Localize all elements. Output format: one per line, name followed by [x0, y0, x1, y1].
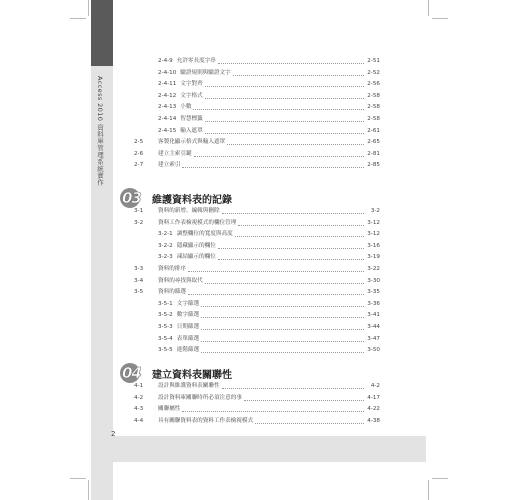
page-ref: 4-17	[367, 394, 380, 401]
entry-title: 隱藏顯示的欄位	[176, 242, 216, 249]
entry-title: 調整欄位的寬度與高度	[176, 231, 233, 238]
subsection-number: 2-4-15	[158, 127, 177, 134]
entry-title: 凍結顯示的欄位	[176, 254, 216, 261]
toc-entry	[0, 335, 520, 344]
chapter-number: 04	[122, 364, 141, 382]
entry-title-group	[158, 103, 191, 112]
page-ref: 2-51	[367, 58, 380, 64]
entry-title-group	[158, 382, 220, 391]
page-ref: 2-81	[367, 150, 380, 157]
page-ref: 3-41	[367, 312, 380, 319]
dot-leader	[222, 388, 364, 389]
dot-leader	[235, 236, 364, 237]
chapter-number-badge	[120, 188, 150, 208]
page-ref: 3-19	[367, 254, 380, 261]
crop-mark	[432, 478, 448, 479]
dot-leader	[255, 423, 364, 424]
subsection-number: 3-5-2	[158, 312, 173, 319]
section-number: 4-2	[134, 394, 144, 401]
subsection-number: 2-4-13	[158, 104, 177, 111]
toc-entry	[0, 127, 520, 136]
entry-title-group	[158, 57, 216, 66]
entry-title: 客製化顯示格式與輸入遮罩	[158, 139, 226, 146]
dot-leader	[188, 294, 364, 295]
page-ref: 3-36	[367, 300, 380, 307]
toc-entry	[0, 323, 520, 332]
dot-leader	[205, 121, 364, 122]
crop-mark	[70, 478, 86, 479]
entry-title: 建立索引	[158, 162, 181, 169]
toc-entry	[0, 115, 520, 124]
section-number: 3-1	[134, 208, 144, 214]
page-ref: 3-2	[370, 208, 380, 214]
page-ref: 3-35	[367, 289, 380, 296]
page-ref: 2-85	[367, 162, 380, 169]
page-ref: 3-44	[367, 324, 380, 330]
subsection-number: 2-4-14	[158, 116, 177, 122]
toc-entry	[0, 103, 520, 112]
entry-title-group	[158, 288, 186, 297]
entry-title-group	[158, 92, 203, 101]
section-number: 4-1	[134, 383, 144, 389]
dot-leader	[244, 400, 364, 401]
entry-title-group	[158, 207, 220, 216]
entry-title: 小數	[180, 104, 192, 111]
entry-title: 建立主索引鍵	[158, 150, 192, 157]
entry-title-group	[158, 150, 192, 159]
subsection-number: 3-5-4	[158, 335, 173, 342]
page-number: 2	[111, 430, 116, 438]
entry-title-group	[158, 323, 199, 332]
entry-title-group	[158, 115, 203, 124]
subsection-number: 2-4-11	[158, 81, 177, 88]
subsection-number: 3-5-3	[158, 324, 173, 330]
dot-leader	[222, 213, 364, 214]
toc-entry	[0, 150, 520, 159]
entry-title-group	[158, 242, 216, 251]
dot-leader	[227, 144, 364, 145]
page-ref: 2-65	[367, 139, 380, 146]
dot-leader	[201, 352, 364, 353]
subsection-number: 2-4-10	[158, 69, 177, 76]
entry-title: 關聯屬性	[158, 406, 181, 413]
section-number: 2-6	[134, 150, 144, 157]
toc-entry	[0, 207, 520, 216]
section-number: 2-7	[134, 162, 144, 169]
dot-leader	[238, 225, 364, 226]
dot-leader	[201, 329, 364, 330]
entry-title-group	[158, 346, 199, 355]
section-number: 3-2	[134, 219, 144, 226]
entry-title-group	[158, 335, 199, 344]
page-ref: 3-16	[367, 242, 380, 249]
dot-leader	[188, 271, 364, 272]
entry-title: 智慧標籤	[180, 116, 203, 122]
dot-leader	[182, 411, 364, 412]
dot-leader	[218, 248, 364, 249]
entry-title-group	[158, 138, 225, 147]
chapter-heading	[120, 187, 232, 209]
section-number: 4-3	[134, 406, 144, 413]
dot-leader	[205, 86, 364, 87]
entry-title: 允許零長度字串	[176, 58, 216, 64]
entry-title: 資料的排序	[158, 266, 186, 272]
chapter-title: 維護資料表的記錄	[152, 194, 232, 206]
entry-title: 日期篩選	[176, 324, 200, 330]
subsection-number: 3-2-2	[158, 242, 173, 249]
toc-entry	[0, 219, 520, 228]
entry-title: 輸入遮罩	[180, 127, 203, 134]
toc-entry	[0, 230, 520, 239]
subsection-number: 3-5-5	[158, 347, 173, 354]
crop-mark	[432, 18, 448, 19]
page-ref: 2-61	[367, 127, 380, 134]
dot-leader	[201, 317, 364, 318]
entry-title: 資料的篩選	[158, 289, 186, 296]
entry-title-group	[158, 161, 180, 170]
entry-title: 數字篩選	[176, 312, 200, 319]
entry-title-group	[158, 405, 180, 414]
dot-leader	[201, 306, 364, 307]
crop-mark	[70, 18, 86, 19]
toc-entry	[0, 242, 520, 251]
page-ref: 2-58	[367, 92, 380, 99]
toc-entry	[0, 300, 520, 309]
chapter-heading	[120, 362, 232, 384]
toc-entry	[0, 69, 520, 78]
toc-entry	[0, 288, 520, 297]
section-number: 2-5	[134, 139, 144, 146]
entry-title-group	[158, 230, 233, 239]
entry-title: 文字對齊	[180, 81, 203, 88]
section-number: 3-5	[134, 289, 144, 296]
page-ref: 2-58	[367, 104, 380, 111]
subsection-number: 2-4-9	[158, 58, 173, 64]
page-ref: 3-50	[367, 347, 380, 354]
entry-title: 具有關聯資料表的資料工作表檢視模式	[158, 417, 254, 424]
toc-entry	[0, 80, 520, 89]
entry-title-group	[158, 69, 231, 78]
toc-entry	[0, 92, 520, 101]
entry-title: 文字篩選	[176, 300, 200, 307]
toc-entry	[0, 405, 520, 414]
page-ref: 2-52	[367, 69, 380, 76]
toc-entry	[0, 311, 520, 320]
entry-title-group	[158, 219, 236, 228]
section-number: 4-4	[134, 417, 144, 424]
page-ref: 3-12	[367, 219, 380, 226]
crop-mark	[428, 0, 429, 16]
dot-leader	[233, 75, 364, 76]
entry-title: 資料的新增、編輯與刪除	[158, 208, 220, 214]
page-ref: 4-38	[367, 417, 380, 424]
entry-title: 資料工作表檢視模式的欄位管理	[158, 219, 237, 226]
subsection-number: 3-5-1	[158, 300, 173, 307]
entry-title-group	[158, 253, 216, 262]
dot-leader	[182, 167, 364, 168]
dot-leader	[194, 156, 364, 157]
entry-title-group	[158, 265, 186, 274]
entry-title: 資料的尋找與取代	[158, 277, 203, 284]
toc-entry	[0, 253, 520, 262]
section-number: 3-4	[134, 277, 144, 284]
dot-leader	[205, 283, 364, 284]
subsection-number: 2-4-12	[158, 92, 177, 99]
toc-entry	[0, 161, 520, 170]
entry-title-group	[158, 300, 199, 309]
toc-entry	[0, 394, 520, 403]
chapter-title: 建立資料表關聯性	[152, 369, 232, 381]
entry-title-group	[158, 417, 253, 426]
entry-title-group	[158, 277, 203, 286]
dot-leader	[205, 133, 364, 134]
toc-entry	[0, 57, 520, 66]
toc-entry	[0, 417, 520, 426]
entry-title: 表單篩選	[176, 335, 200, 342]
dot-leader	[193, 109, 364, 110]
page-ref: 4-22	[367, 406, 380, 413]
side-book-title: Access 2010 資料庫管理系統實作	[96, 76, 104, 186]
dot-leader	[218, 63, 364, 64]
crop-mark	[88, 480, 89, 500]
crop-mark	[88, 0, 89, 16]
dot-leader	[218, 259, 364, 260]
chapter-number-badge	[120, 363, 150, 383]
section-number: 3-3	[134, 266, 144, 272]
page-ref: 4-2	[370, 383, 380, 389]
entry-title-group	[158, 127, 203, 136]
chapter-number: 03	[122, 189, 141, 207]
entry-title-group	[158, 394, 242, 403]
entry-title-group	[158, 80, 203, 89]
page-ref: 3-12	[367, 231, 380, 238]
entry-title-group	[158, 311, 199, 320]
entry-title: 驗證規則與驗證文字	[180, 69, 231, 76]
footer-band	[91, 436, 426, 462]
page-ref: 3-47	[367, 335, 380, 342]
dot-leader	[201, 341, 364, 342]
dot-leader	[205, 98, 364, 99]
toc-entry	[0, 382, 520, 391]
toc-entry	[0, 346, 520, 355]
toc-entry	[0, 277, 520, 286]
toc-entry	[0, 265, 520, 274]
page-ref: 3-22	[367, 266, 380, 272]
entry-title: 進階篩選	[176, 347, 200, 354]
entry-title: 設計與維護資料表關聯性	[158, 383, 220, 389]
entry-title: 設計資料庫關聯時所必須注意的事	[158, 394, 242, 401]
toc-entry	[0, 138, 520, 147]
subsection-number: 3-2-1	[158, 231, 173, 238]
entry-title: 文字格式	[180, 92, 203, 99]
crop-mark	[428, 480, 429, 500]
page-ref: 2-58	[367, 116, 380, 122]
page-ref: 3-30	[367, 277, 380, 284]
page-ref: 2-56	[367, 81, 380, 88]
subsection-number: 3-2-3	[158, 254, 173, 261]
